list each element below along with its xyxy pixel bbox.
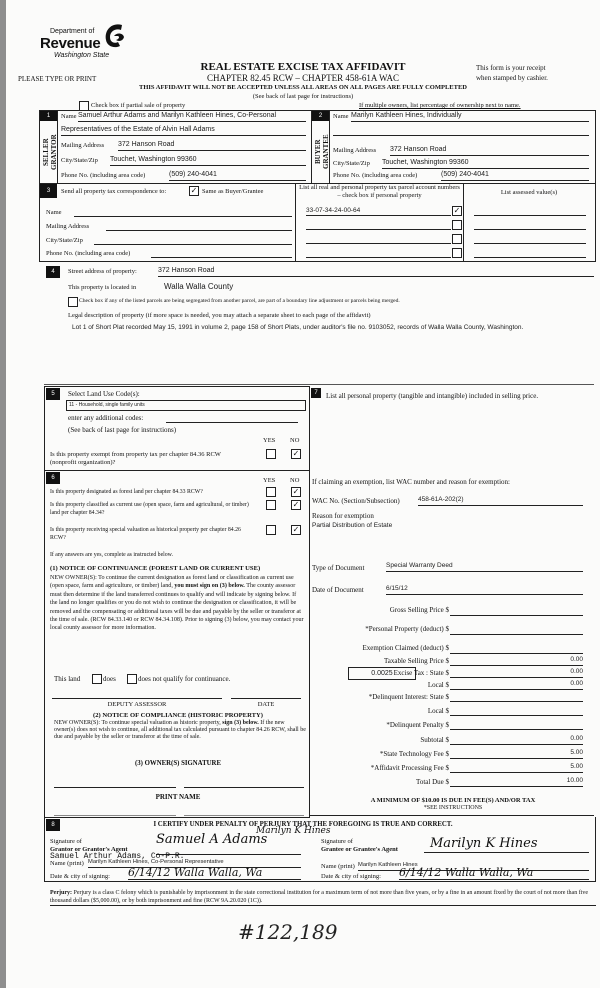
seller-name-label: Name [61,113,77,120]
doc-date-label: Date of Document [312,586,364,594]
grantor-date-field[interactable]: 6/14/12 Walla Walla, Wa [128,866,301,880]
grantor-sig-label-1: Signature of [50,838,82,845]
buyer-phone-label: Phone No. (including area code) [333,172,418,179]
assessed-header: List assessed value(s) [500,189,558,196]
parcel-number-3[interactable] [306,235,451,244]
exempt-no-checkbox[interactable]: ✓ [292,449,300,458]
total-due-field[interactable]: 10.00 [450,777,583,787]
additional-codes-field[interactable] [166,413,298,423]
grantor-name-label: Name (print) [50,860,84,867]
processing-fee-field[interactable]: 5.00 [450,763,583,773]
buyer-name-label: Name [333,113,349,120]
parcel-number-4[interactable] [306,249,451,258]
corr-city-label: City/State/Zip [46,237,83,244]
parcel-header: List all real and personal property tax parcel account numbers – check box if personal property [299,184,460,199]
grantee-date-field[interactable]: 6/14/12 Walla Walla, Wa [399,866,589,880]
current-use-yes-checkbox[interactable] [266,500,276,510]
wac-field[interactable]: 458-61A-202(2) [418,496,583,506]
deputy-assessor-label: DEPUTY ASSESSOR [107,701,167,708]
seller-phone-label: Phone No. (including area code) [61,172,146,179]
tech-fee-label: *State Technology Fee $ [379,750,449,758]
seller-city-label: City/State/Zip [61,157,98,164]
buyer-address-field[interactable]: 372 Hanson Road [390,146,589,156]
corr-phone-field[interactable] [151,249,292,258]
excise-state-field[interactable]: 0.00 [450,668,583,678]
additional-codes-label: enter any additional codes: [68,414,144,422]
segregated-checkbox[interactable] [68,297,78,307]
historic-question: Is this property receiving special valuation as historical property per chapter 84.26 RCW? [50,527,241,541]
subtotal-label: Subtotal $ [420,736,449,744]
forest-land-yes-checkbox[interactable] [266,487,276,497]
delinquent-interest-local-label: Local $ [427,707,449,715]
parcel-personal-checkbox-3[interactable] [452,234,462,244]
grantor-signature: Samuel A Adams [156,832,268,847]
owner-signature-title: (3) OWNER(S) SIGNATURE [135,760,221,767]
assessed-value-3[interactable] [474,235,586,244]
notice-compliance-title: (2) NOTICE OF COMPLIANCE (HISTORIC PROPERTY) [93,712,263,719]
delinquent-interest-state-label: *Delinquent Interest: State $ [368,693,449,701]
grantee-date-label: Date & city of signing: [321,873,381,880]
doc-type-field[interactable]: Special Warranty Deed [386,562,583,572]
exemption-claimed-label: Exemption Claimed (deduct) $ [362,644,449,652]
excise-local-label: Local $ [427,681,449,689]
segregated-label: Check box if any of the listed parcels are being segregated from another parcel, are part of a boundary line adjustment or parcels being merged. [79,298,400,304]
multiple-owners-note: If multiple owners, list percentage of ownership next to name. [359,102,521,109]
gross-price-field[interactable] [450,606,583,616]
grantor-typed-name: Samuel Arthur Adams, Co-P.R. [50,852,185,861]
legal-description-text: Lot 1 of Short Plat recorded May 15, 1991 in volume 2, page 158 of Short Plats, under auditor's file no. 9103052, records of Walla Walla County, Washington. [72,324,524,331]
personal-property-label: List all personal property (tangible and intangible) included in selling price. [326,392,539,400]
corr-address-field[interactable] [106,222,292,231]
buyer-city-label: City/State/Zip [333,160,370,167]
delinquent-penalty-field[interactable] [450,720,583,730]
buyer-phone-field[interactable]: (509) 240-4041 [441,171,589,181]
personal-property-deduct-label: *Personal Property (deduct) $ [365,625,449,633]
seller-grantor-label: SELLER GRANTOR [42,134,58,170]
receipt-note-1: This form is your receipt [476,64,546,72]
delinquent-interest-local-field[interactable] [450,706,583,716]
buyer-address-label: Mailing Address [333,147,377,154]
buyer-name-field-1[interactable]: Marilyn Kathleen Hines, Individually [351,112,589,122]
land-use-label: Select Land Use Code(s): [68,390,140,398]
logo-line1: Department of [50,28,95,35]
section-7-number: 7 [311,388,321,398]
section-3-number: 3 [40,184,57,198]
see-back-note: (See back of last page for instructions) [252,93,354,100]
handwritten-record-number: #122,189 [238,920,338,944]
grantor-name-field[interactable]: Marilyn Kathleen Hines, Co-Personal Representative [88,859,301,868]
does-not-qualify-checkbox[interactable] [127,674,137,684]
taxable-price-label: Taxable Selling Price $ [383,657,449,665]
land-use-select[interactable]: 11 - Household, single family units [66,400,306,411]
warning-text: THIS AFFIDAVIT WILL NOT BE ACCEPTED UNLESS ALL AREAS ON ALL PAGES ARE FULLY COMPLETED [139,84,467,91]
parcel-personal-checkbox-2[interactable] [452,220,462,230]
does-not-label: does not qualify for continuance. [138,675,231,683]
delinquent-penalty-label: *Delinquent Penalty $ [386,721,449,729]
gross-price-label: Gross Selling Price $ [389,606,449,614]
corr-phone-label: Phone No. (including area code) [46,250,131,257]
local-rate-field[interactable]: 0.0025 [348,667,416,680]
exempt-yes-checkbox[interactable] [266,449,276,459]
corr-name-field[interactable] [74,208,292,217]
notice-continuance-title: (1) NOTICE OF CONTINUANCE (FOREST LAND OR CURRENT USE) [50,565,261,572]
seller-city-field[interactable]: Touchet, Washington 99360 [110,156,306,166]
excise-local-field[interactable]: 0.00 [450,680,583,690]
corr-address-label: Mailing Address [46,223,90,230]
grantor-sig-label-2: Grantor or Grantor's Agent [50,846,128,853]
grantee-signature-field[interactable]: Marilyn K Hines [424,836,589,853]
logo-line2: Revenue [40,35,101,52]
certify-statement: I CERTIFY UNDER PENALTY OF PERJURY THAT THE FOREGOING IS TRUE AND CORRECT. [153,821,453,828]
grantee-sig-label-2: Grantee or Grantee's Agent [321,846,398,853]
seller-phone-field[interactable]: (509) 240-4041 [169,171,306,181]
current-use-question: Is this property classified as current use (open space, farm and agricultural, or timber) land per chapter 84.34? [50,502,249,516]
delinquent-interest-state-field[interactable] [450,692,583,702]
section-1-number: 1 [40,111,57,121]
land-use-see-back: (See back of last page for instructions) [68,426,177,434]
grantee-name-label: Name (print) [321,863,355,870]
forest-land-question: Is this property designated as forest land per chapter 84.33 RCW? [50,489,203,495]
notice-compliance-text: NEW OWNER(S): To continue special valuation as historic property, sign (3) below. If the new owner(s) does not wish to continue, all additional tax calculated pursuant to chapter 84.26 RCW, shall be due and payable by the seller or transferor at the time of sale. [54,720,306,740]
section-5-number: 5 [46,388,60,400]
please-type-label: PLEASE TYPE OR PRINT [18,75,97,83]
section-2-number: 2 [312,111,329,121]
grantor-signature-2: Marilyn K Hines [256,826,331,836]
parcel-number-1[interactable]: 33-07-34-24-00-64 [306,207,451,216]
perjury-notice: Perjury: Perjury is a class C felony which is punishable by imprisonment in the state correctional institution for a maximum term of not more than five years, or by a fine in an amount fixed by the court of not more than five thousand dollars ($5,000.00), or by both imprisonment and fine (RCW 9A.20.020 (1C)). [50,889,596,906]
doc-type-label: Type of Document [312,564,365,572]
historic-no-checkbox[interactable]: ✓ [292,525,300,534]
print-name-title: PRINT NAME [155,793,201,801]
corr-city-field[interactable] [94,236,292,245]
assessed-value-2[interactable] [474,221,586,230]
affidavit-page [6,0,600,988]
subtotal-field[interactable]: 0.00 [450,735,583,745]
buyer-name-field-2[interactable] [333,126,589,136]
section5-yes-header: YES [263,437,276,444]
taxable-price-field[interactable]: 0.00 [450,656,583,666]
street-address-label: Street address of property: [68,268,137,275]
current-use-no-checkbox[interactable]: ✓ [292,500,300,509]
assessed-value-1[interactable] [474,207,586,216]
section-8-number: 8 [46,819,60,831]
street-address-field[interactable]: 372 Hanson Road [158,267,594,277]
forest-land-no-checkbox[interactable]: ✓ [292,487,300,496]
doc-date-field[interactable]: 6/15/12 [386,585,583,595]
minimum-due-note: A MINIMUM OF $10.00 IS DUE IN FEE(S) AND/OR TAX [370,797,536,804]
if-yes-note: If any answers are yes, complete as instructed below. [50,552,173,558]
see-instructions-note: *SEE INSTRUCTIONS [423,805,483,811]
grantee-sig-label-1: Signature of [321,838,353,845]
this-land-label: This land [54,675,81,683]
exempt-question: Is this property exempt from property tax per chapter 84.36 RCW (nonprofit organization)? [50,451,221,466]
seller-name-field-2[interactable]: Representatives of the Estate of Alvin Hall Adams [61,126,306,136]
same-as-buyer-label: Same as Buyer/Grantee [202,188,264,195]
exemption-label: If claiming an exemption, list WAC number and reason for exemption: [312,478,510,486]
section6-yes-header: YES [263,477,276,484]
excise-state-label: Excise Tax : State $ [393,669,449,677]
partial-sale-label: Check box if partial sale of property [91,102,186,109]
seller-address-label: Mailing Address [61,142,105,149]
corr-name-label: Name [46,209,62,216]
section6-no-header: NO [290,477,300,484]
section5-no-header: NO [290,437,300,444]
form-title: REAL ESTATE EXCISE TAX AFFIDAVIT [200,61,406,73]
buyer-city-field[interactable]: Touchet, Washington 99360 [382,159,589,169]
grantor-date-label: Date & city of signing: [50,873,110,880]
notice-continuance-text: NEW OWNER(S): To continue the current designation as forest land or classification as current use (open space, farm and agriculture, or timber) land, you must sign on (3) below. The county assessor must then determine if the land transferred continues to qualify and will indicate by signing below. If the land no longer qualifies or you do not wish to continue the designation or classification, it will be removed and the compensating or additional taxes will be due and payable by the seller or transferor at the time of sale. (RCW 84.33.140 or RCW 84.34.108). Prior to signing (3) below, you may contact your local county assessor for more information. [50,575,304,632]
reason-value: Partial Distribution of Estate [312,522,393,529]
tech-fee-field[interactable]: 5.00 [450,749,583,759]
located-in-value: Walla Walla County [164,282,234,291]
parcel-personal-checkbox-4[interactable] [452,248,462,258]
grantee-name-field[interactable]: Marilyn Kathleen Hines [358,862,589,871]
historic-yes-checkbox[interactable] [266,525,276,535]
form-subtitle: CHAPTER 82.45 RCW – CHAPTER 458-61A WAC [207,73,399,83]
receipt-note-2: when stamped by cashier. [476,74,548,82]
buyer-grantee-label: BUYER GRANTEE [314,134,330,170]
date-label: DATE [257,701,275,708]
wac-label: WAC No. (Section/Subsection) [312,497,400,505]
personal-property-deduct-field[interactable] [450,625,583,635]
processing-fee-label: *Affidavit Processing Fee $ [370,764,449,772]
dor-swirl-logo-icon [102,22,126,50]
logo-line3: Washington State [54,52,110,59]
legal-description-label: Legal description of property (if more space is needed, you may attach a separate sheet to each page of the affidavit) [68,312,371,319]
parcel-personal-checkbox-1[interactable]: ✓ [453,206,461,215]
assessed-value-4[interactable] [474,249,586,258]
does-qualify-checkbox[interactable] [92,674,102,684]
total-due-label: Total Due $ [416,778,449,786]
reason-label: Reason for exemption [312,512,374,520]
seller-name-field-1[interactable]: Samuel Arthur Adams and Marilyn Kathleen Hines, Co-Personal [78,112,306,122]
section-4-number: 4 [46,266,60,278]
exemption-claimed-field[interactable] [450,644,583,654]
section-6-number: 6 [46,472,60,484]
does-label: does [103,675,116,683]
send-correspondence-label: Send all property tax correspondence to: [61,188,167,195]
seller-address-field[interactable]: 372 Hanson Road [118,141,306,151]
located-in-label: This property is located in [68,284,137,291]
same-as-buyer-checkbox[interactable]: ✓ [190,186,198,195]
parcel-number-2[interactable] [306,221,451,230]
